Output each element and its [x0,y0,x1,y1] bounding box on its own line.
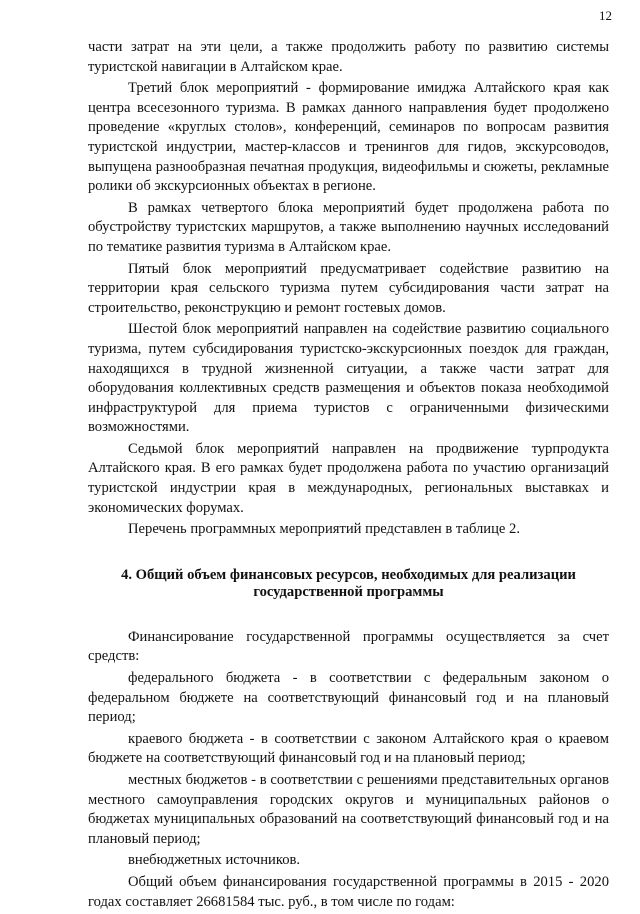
paragraph-table-reference: Перечень программных мероприятий представлен в таблице 2. [128,521,520,538]
paragraph-block-four: В рамках четвертого блока мероприятий будет продолжена работа по обустройству туристских маршрутов, а также выполнению научных исследований по тематике развития туризма в Алтайском крае. [88,199,609,255]
paragraph-regional-budget: краевого бюджета - в соответствии с законом Алтайского края о краевом бюджете на соответствующий финансовый год и на плановый период; [88,730,609,767]
page-content [88,38,609,914]
paragraph-block-five: Пятый блок мероприятий предусматривает содействие развитию на территории края сельского туризма путем субсидирования части затрат на строительство, реконструкцию и ремонт гостевых домов. [88,260,609,316]
page-number: 12 [599,8,612,23]
paragraph-block-seven: Седьмой блок мероприятий направлен на продвижение турпродукта Алтайского края. В его рамках будет продолжена работа по участию организаций туристской индустрии края в международных, региональных выставках и экономических форумах. [88,440,609,516]
paragraph-extrabudgetary: внебюджетных источников. [128,852,301,869]
paragraph-financing-sources: Финансирование государственной программы осуществляется за счет средств: [88,628,609,665]
paragraph-continuation: части затрат на эти цели, а также продолжить работу по развитию системы туристской навигации в Алтайском крае. [88,39,609,75]
paragraph-block-six: Шестой блок мероприятий направлен на содействие развитию социального туризма, путем субсидирования туристско-экскурсионных поездок для граждан, находящихся в трудной жизненной ситуации, а также части затрат для оборудования коллективных средств размещения и объектов показа необходимой инфраструктурой для приема туристов с ограниченными физическими возможностями. [88,321,609,436]
paragraph-local-budgets: местных бюджетов - в соответствии с решениями представительных органов местного самоуправления городских округов и муниципальных районов о бюджетах муниципальных образований на соответствующий финансовый год и на плановый период; [88,772,609,847]
paragraph-federal-budget: федерального бюджета - в соответствии с федеральным законом о федеральном бюджете на соответствующий финансовый год и на плановый период; [88,670,609,726]
paragraph-total-volume: Общий объем финансирования государственной программы в 2015 - 2020 годах составляет 26681584 тыс. руб., в том числе по годам: [88,873,609,910]
paragraph-block-three: Третий блок мероприятий - формирование имиджа Алтайского края как центра всесезонного туризма. В рамках данного направления будет продолжено проведение «круглых столов», конференций, семинаров по вопросам развития туристской индустрии, мастер-классов и тренингов для гидов, экскурсоводов, выпущена разнообразная печатная продукция, видеофильмы и сюжеты, рекламные ролики об экскурсионных объектах в регионе. [88,80,609,195]
section-heading: 4. Общий объем финансовых ресурсов, необходимых для реализации государственной программы [121,566,576,600]
